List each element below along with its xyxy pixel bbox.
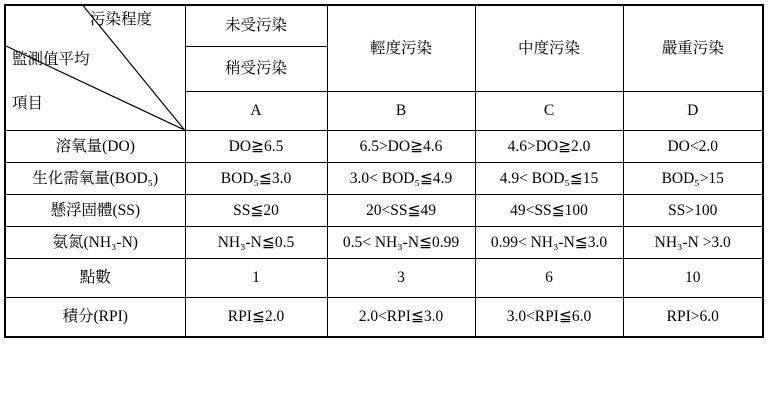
table-row bbox=[5, 227, 763, 259]
cell-ss-b: 20<SS≦49 bbox=[327, 195, 475, 227]
cell-nh3n-a: NH₃-N≦0.5 bbox=[185, 227, 327, 259]
cell-points-a: 1 bbox=[185, 259, 327, 298]
cell-bod5-b: 3.0< BOD₅≦4.9 bbox=[327, 163, 475, 195]
cell-rpi-d: RPI>6.0 bbox=[623, 298, 763, 338]
cell-nh3n-d: NH₃-N >3.0 bbox=[623, 227, 763, 259]
table-row bbox=[5, 131, 763, 163]
cell-bod5-a: BOD₅≦3.0 bbox=[185, 163, 327, 195]
column-letter-d: D bbox=[623, 92, 763, 131]
row-label-do: 溶氧量(DO) bbox=[5, 131, 185, 163]
corner-item-label: 項目 bbox=[12, 95, 44, 112]
corner-monitor-average-label: 監測值平均 bbox=[12, 51, 90, 68]
cell-do-b: 6.5>DO≧4.6 bbox=[327, 131, 475, 163]
cell-bod5-c: 4.9< BOD₅≦15 bbox=[475, 163, 623, 195]
column-letter-a: A bbox=[185, 92, 327, 131]
cell-ss-d: SS>100 bbox=[623, 195, 763, 227]
cell-points-c: 6 bbox=[475, 259, 623, 298]
corner-header-cell bbox=[5, 5, 185, 131]
column-header-a-line1: 未受污染 bbox=[185, 5, 327, 47]
table-row-score bbox=[5, 298, 763, 338]
table-row bbox=[5, 195, 763, 227]
cell-points-b: 3 bbox=[327, 259, 475, 298]
document-page bbox=[0, 4, 768, 406]
column-header-d-line1: 嚴重污染 bbox=[623, 5, 763, 92]
rpi-classification-table bbox=[4, 4, 764, 338]
table-row-points bbox=[5, 259, 763, 298]
corner-pollution-degree-label: 污染程度 bbox=[90, 11, 153, 28]
cell-rpi-b: 2.0<RPI≦3.0 bbox=[327, 298, 475, 338]
column-letter-b: B bbox=[327, 92, 475, 131]
column-header-c-line1: 中度污染 bbox=[475, 5, 623, 92]
cell-ss-a: SS≦20 bbox=[185, 195, 327, 227]
cell-rpi-c: 3.0<RPI≦6.0 bbox=[475, 298, 623, 338]
column-header-b-line1: 輕度污染 bbox=[327, 5, 475, 92]
cell-ss-c: 49<SS≦100 bbox=[475, 195, 623, 227]
cell-bod5-d: BOD₅>15 bbox=[623, 163, 763, 195]
header-row-1 bbox=[5, 5, 763, 47]
row-label-ss: 懸浮固體(SS) bbox=[5, 195, 185, 227]
cell-rpi-a: RPI≦2.0 bbox=[185, 298, 327, 338]
cell-nh3n-c: 0.99< NH₃-N≦3.0 bbox=[475, 227, 623, 259]
cell-do-c: 4.6>DO≧2.0 bbox=[475, 131, 623, 163]
table-row bbox=[5, 163, 763, 195]
row-label-rpi: 積分(RPI) bbox=[5, 298, 185, 338]
cell-nh3n-b: 0.5< NH₃-N≦0.99 bbox=[327, 227, 475, 259]
row-label-nh3n: 氨氮(NH₃-N) bbox=[5, 227, 185, 259]
row-label-points: 點數 bbox=[5, 259, 185, 298]
row-label-bod5: 生化需氧量(BOD₅) bbox=[5, 163, 185, 195]
cell-points-d: 10 bbox=[623, 259, 763, 298]
column-header-a-line2: 稍受污染 bbox=[185, 47, 327, 92]
column-letter-c: C bbox=[475, 92, 623, 131]
cell-do-d: DO<2.0 bbox=[623, 131, 763, 163]
cell-do-a: DO≧6.5 bbox=[185, 131, 327, 163]
